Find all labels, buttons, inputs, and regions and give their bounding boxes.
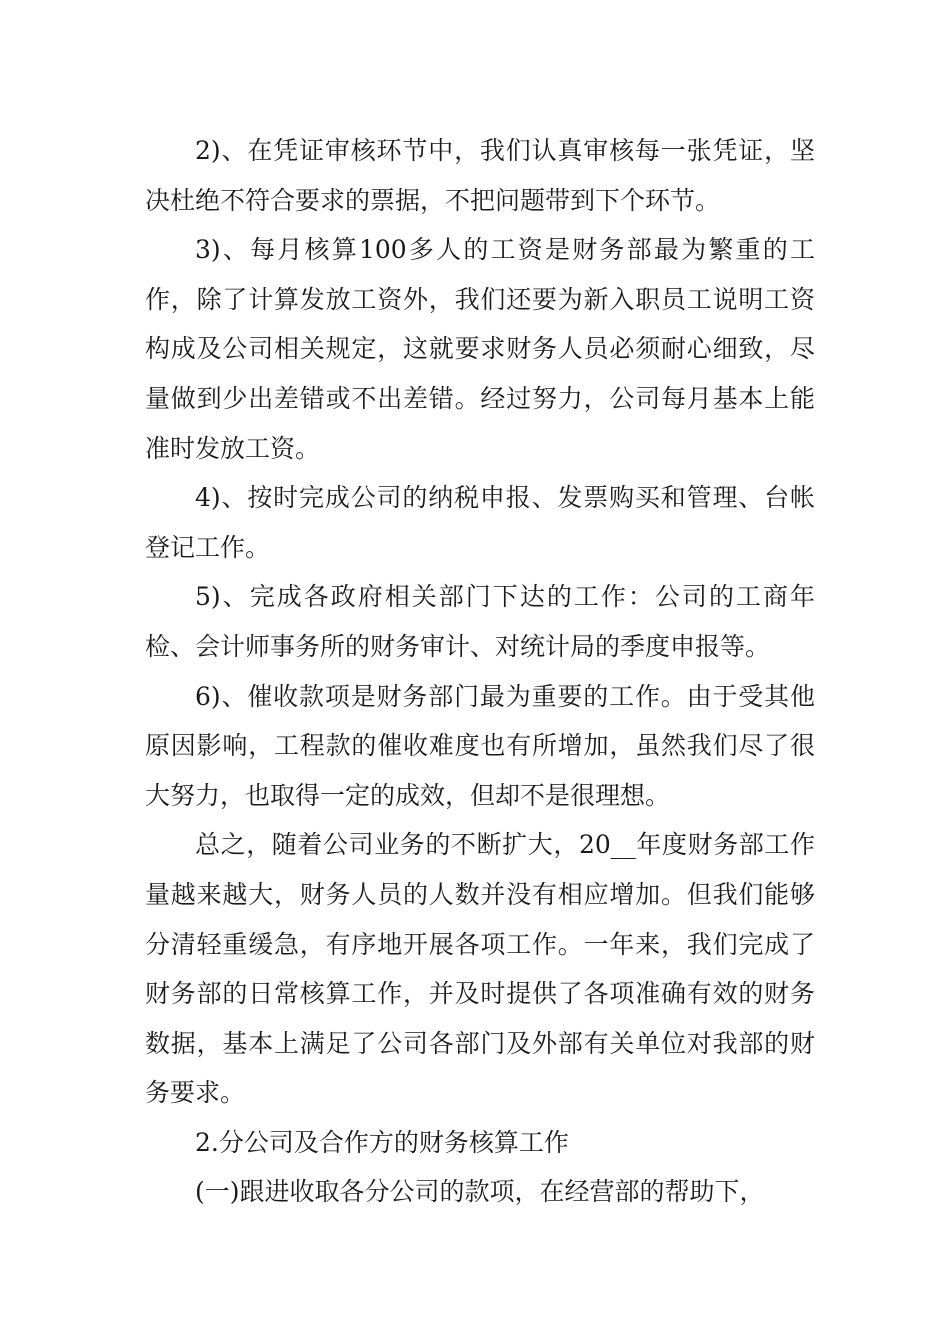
paragraph-government-tasks: 5)、完成各政府相关部门下达的工作：公司的工商年检、会计师事务所的财务审计、对统计局的季度申报等。	[145, 582, 815, 661]
paragraph-tax-filing: 4)、按时完成公司的纳税申报、发票购买和管理、台帐登记工作。	[145, 483, 815, 562]
paragraph-collections: 6)、催收款项是财务部门最为重要的工作。由于受其他原因影响，工程款的催收难度也有所增加，虽然我们尽了很大努力，也取得一定的成效，但却不是很理想。	[145, 681, 815, 810]
paragraph-payroll: 3)、每月核算100多人的工资是财务部最为繁重的工作，除了计算发放工资外，我们还要为新入职员工说明工资构成及公司相关规定，这就要求财务人员必须耐心细致，尽量做到少出差错或不出差错。经过努力，公司每月基本上能准时发放工资。	[145, 235, 815, 463]
body-text	[145, 126, 815, 1217]
section-heading: 2.分公司及合作方的财务核算工作	[195, 1127, 569, 1157]
paragraph-voucher-review: 2)、在凭证审核环节中，我们认真审核每一张凭证，坚决杜绝不符合要求的票据，不把问题带到下个环节。	[145, 136, 815, 215]
paragraph-branch-payments: (一)跟进收取各分公司的款项，在经营部的帮助下，	[195, 1177, 765, 1207]
paragraph-summary: 总之，随着公司业务的不断扩大，20__年度财务部工作量越来越大，财务人员的人数并没有相应增加。但我们能够分清轻重缓急，有序地开展各项工作。一年来，我们完成了财务部的日常核算工作，并及时提供了各项准确有效的财务数据，基本上满足了公司各部门及外部有关单位对我部的财务要求。	[145, 830, 815, 1108]
